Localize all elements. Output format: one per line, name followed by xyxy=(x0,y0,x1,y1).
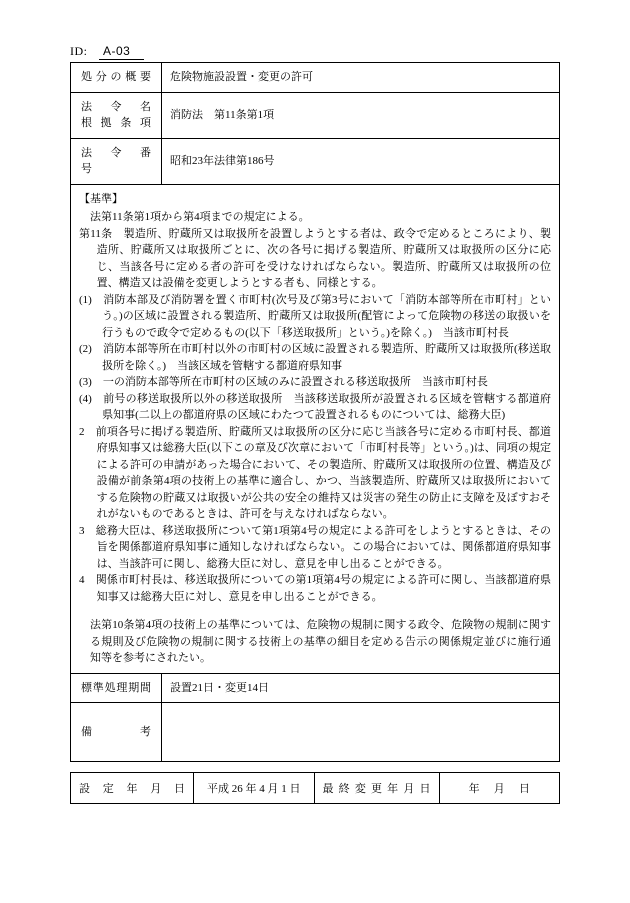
set-date-label xyxy=(71,773,194,804)
document-id-row xyxy=(70,44,144,60)
row-label-law-name-line1: 法 令 名 xyxy=(81,100,151,113)
criteria-paragraph: 4 関係市町村長は、移送取扱所についての第1項第4号の規定による許可に関し、当該都道府県知事又は総務大臣に対し、意見を申し出ることができる。 xyxy=(79,574,551,603)
last-change-year: 年 xyxy=(468,783,480,795)
set-date-value: 平成 26 年 4 月 1 日 xyxy=(194,773,315,804)
row-label-law-name-line2: 根 拠 条 項 xyxy=(81,117,151,129)
row-label-overview xyxy=(71,63,162,93)
criteria-paragraph: 第11条 製造所、貯蔵所又は取扱所を設置しようとする者は、政令で定めるところにより、製造所、貯蔵所又は取扱所ごとに、次の各号に掲げる製造所、貯蔵所又は取扱所の区分に応じ、当該各号に定める者の許可を受けなければならない。製造所、貯蔵所又は取扱所の位置、構造又は設備を変更しようとする者も、同様とする。 xyxy=(79,227,551,289)
table-row-overview xyxy=(71,63,560,93)
row-value-remarks xyxy=(162,703,560,762)
row-label-overview-text: 処分の概要 xyxy=(81,71,151,83)
footer-table xyxy=(70,772,560,804)
last-change-month: 月 xyxy=(493,783,505,795)
criteria-paragraph: 2 前項各号に掲げる製造所、貯蔵所又は取扱所の区分に応じ当該各号に定める市町村長、都道府県知事又は総務大臣(以下この章及び次章において「市町村長等」という。)は、同項の規定による許可の申請があった場合において、その製造所、貯蔵所又は取扱所の位置、構造及び設備が前条第4項の技術上の基準に適合し、かつ、当該製造所、貯蔵所又は取扱所においてする危険物の貯蔵又は取扱いが公共の安全の維持又は災害の発生の防止に支障を及ぼすおそれがないものであるときは、許可を与えなければならない。 xyxy=(79,425,551,520)
last-change-day: 日 xyxy=(518,783,530,795)
last-change-label-text: 最終変更年月日 xyxy=(322,783,431,795)
last-change-label xyxy=(314,773,439,804)
table-row-standard-period xyxy=(71,673,560,703)
row-label-law-number-text: 法 令 番 号 xyxy=(81,146,162,175)
row-label-remarks-text: 備考 xyxy=(81,725,151,738)
table-row-law-name xyxy=(71,92,560,138)
criteria-paragraph: 3 総務大臣は、移送取扱所について第1項第4号の規定による許可をしようとするときは、その旨を関係都道府県知事に通知しなければならない。この場合においては、関係都道府県知事は、当該許可に関し、総務大臣に対し、意見を申し出ることができる。 xyxy=(79,524,551,570)
criteria-paragraph: 法第10条第4項の技術上の基準については、危険物の規制に関する政令、危険物の規制に関する規則及び危険物の規制に関する技術上の基準の細目を定める告示の関係規定並びに施行通知等を参考にされたい。 xyxy=(90,619,551,664)
row-label-law-name xyxy=(71,92,162,138)
footer-row-dates xyxy=(71,773,560,804)
row-label-standard-period-text: 標準処理期間 xyxy=(81,681,151,694)
criteria-paragraph: (4) 前号の移送取扱所以外の移送取扱所 当該移送取扱所が設置される区域を管轄する都道府県知事(二以上の都道府県の区域にわたつて設置されるものについては、総務大臣) xyxy=(79,392,551,421)
table-row-remarks xyxy=(71,703,560,762)
last-change-value xyxy=(439,773,560,804)
criteria-body xyxy=(71,184,560,673)
row-value-standard-period: 設置21日・変更14日 xyxy=(162,673,560,703)
criteria-paragraph: (1) 消防本部及び消防署を置く市町村(次号及び第3号において「消防本部等所在市町村」という。)の区域に設置される製造所、貯蔵所又は取扱所(配管によって危険物の移送の取扱いを行うもので政令で定めるもの(以下「移送取扱所」という。)を除く。) 当該市町村長 xyxy=(79,293,551,339)
table-row-criteria xyxy=(71,184,560,673)
row-value-law-number: 昭和23年法律第186号 xyxy=(162,138,560,184)
criteria-paragraph: 法第11条第1項から第4項までの規定による。 xyxy=(90,211,310,223)
criteria-title: 【基準】 xyxy=(79,192,123,205)
table-row-law-number xyxy=(71,138,560,184)
set-date-label-text: 設 定 年 月 日 xyxy=(79,783,185,795)
row-value-overview: 危険物施設設置・変更の許可 xyxy=(162,63,560,93)
row-label-law-number xyxy=(71,138,162,184)
document-id-value: A-03 xyxy=(99,44,144,60)
row-label-standard-period xyxy=(71,673,162,703)
document-id-label: ID: xyxy=(70,44,88,58)
main-table xyxy=(70,62,560,762)
row-label-remarks xyxy=(71,703,162,762)
criteria-paragraph: (3) 一の消防本部等所在市町村の区域のみに設置される移送取扱所 当該市町村長 xyxy=(79,376,488,388)
row-value-law-name: 消防法 第11条第1項 xyxy=(162,92,560,138)
criteria-paragraph: (2) 消防本部等所在市町村以外の市町村の区域に設置される製造所、貯蔵所又は取扱所(移送取扱所を除く。) 当該区域を管轄する都道府県知事 xyxy=(79,343,551,372)
